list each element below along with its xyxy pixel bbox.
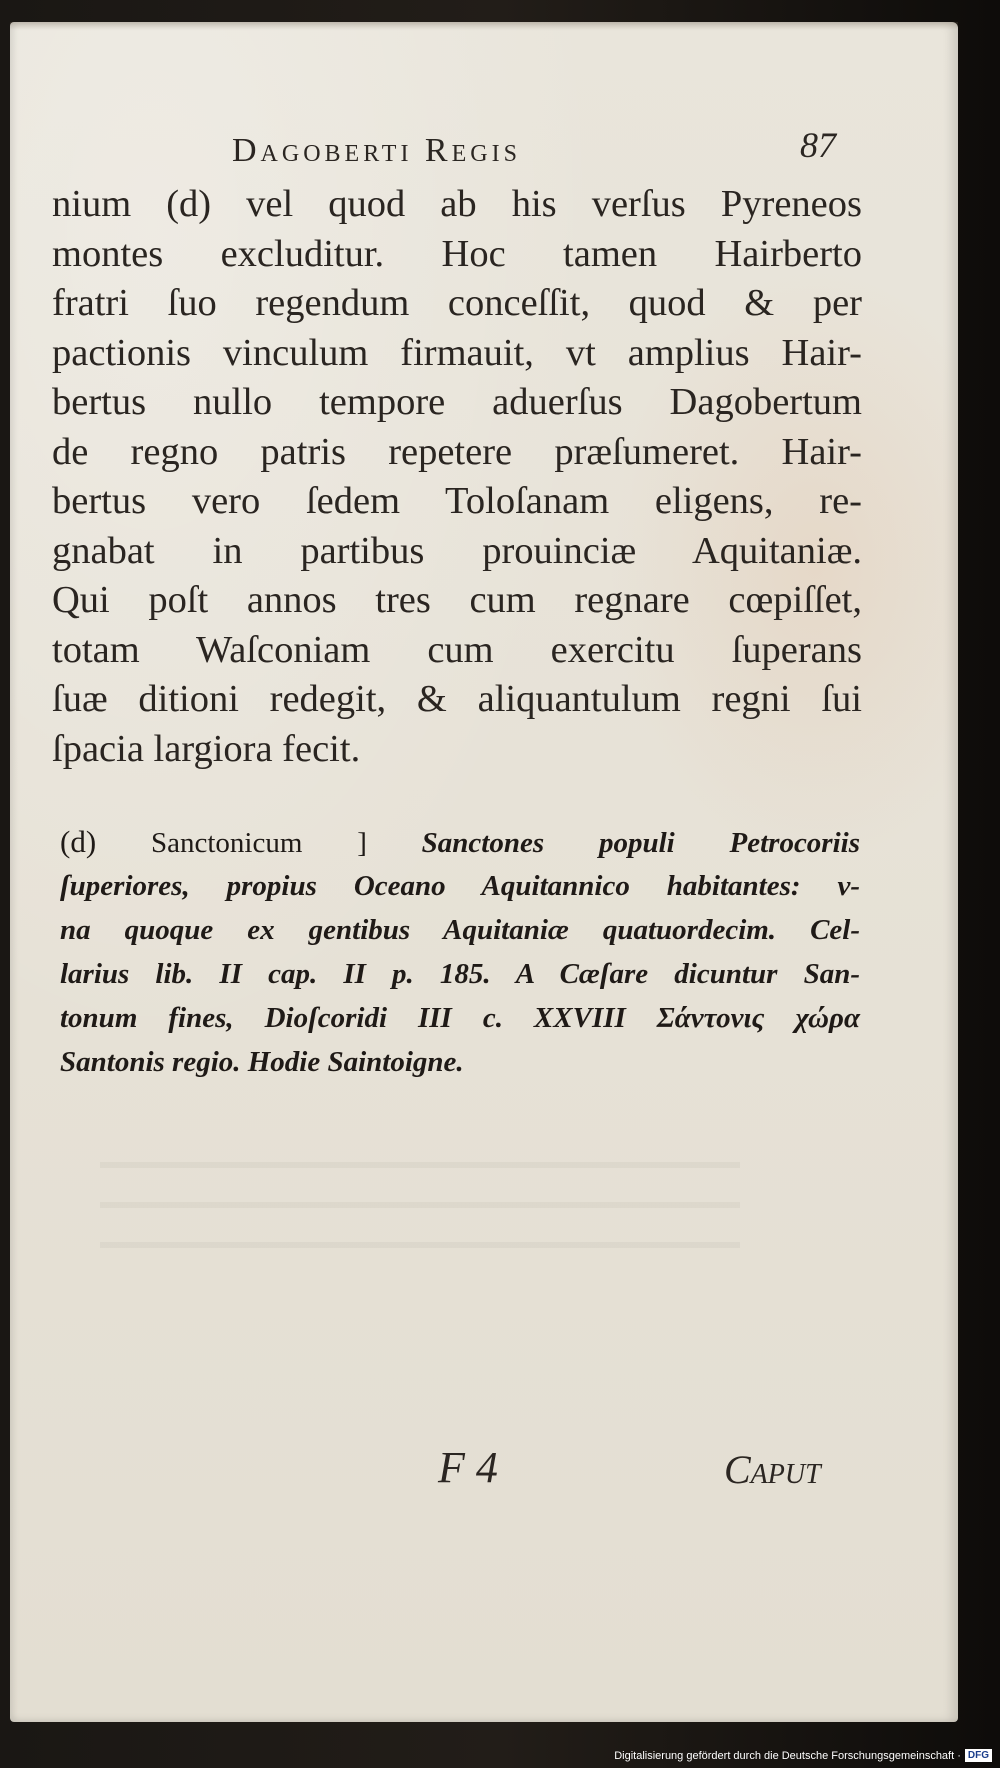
- text-line: montes excluditur. Hoc tamen Hairberto: [52, 232, 862, 275]
- digitization-credit: [614, 1749, 992, 1762]
- text-line: bertus nullo tempore aduerſus Dagobertum: [52, 381, 862, 423]
- page-edge-shadow: [10, 22, 958, 30]
- footnote-line: tonum fines, Dioſcoridi III c. XXVIII Σάντονις χώρα: [60, 1002, 860, 1034]
- main-text-block: [52, 180, 862, 774]
- text-line: de regno patris repetere præſumeret. Hair-: [52, 430, 862, 473]
- text-line: Qui poſt annos tres cum regnare cœpiſſet,: [52, 579, 862, 621]
- footnote-line: larius lib. II cap. II p. 185. A Cæſare dicuntur San-: [60, 958, 860, 990]
- book-page: [10, 22, 958, 1722]
- text-line: totam Waſconiam cum exercitu ſuperans: [52, 628, 862, 671]
- text-line: ſpacia largiora fecit.: [52, 727, 361, 770]
- footnote-line: ſuperiores, propius Oceano Aquitannico habitantes: v-: [60, 870, 860, 902]
- footnote-marker: (d): [60, 824, 97, 859]
- footnote: [60, 820, 860, 1084]
- footnote-line: Santonis regio. Hodie Saintoigne.: [60, 1046, 464, 1078]
- signature-mark: F 4: [438, 1443, 498, 1492]
- text-line: pactionis vinculum firmauit, vt amplius Hair-: [52, 331, 862, 374]
- footnote-lemma: Sanctonicum ]: [150, 827, 367, 859]
- credit-text: Digitalisierung gefördert durch die Deutsche Forschungsgemeinschaft ·: [614, 1749, 961, 1762]
- text-line: ſuæ ditioni redegit, & aliquantulum regni ſui: [52, 678, 862, 720]
- running-title: Dagoberti Regis: [232, 132, 521, 169]
- text-line: gnabat in partibus prouinciæ Aquitaniæ.: [52, 529, 862, 572]
- page-header: [220, 114, 860, 174]
- footnote-line: [60, 820, 860, 864]
- text-line: bertus vero ſedem Toloſanam eligens, re-: [52, 480, 862, 522]
- catchword: Caput: [724, 1447, 821, 1492]
- text-line: fratri ſuo regendum conceſſit, quod & per: [52, 282, 862, 324]
- footnote-text: Sanctones populi Petrocoriis: [421, 827, 860, 859]
- footnote-line: na quoque ex gentibus Aquitaniæ quatuordecim. Cel-: [60, 914, 860, 946]
- dfg-logo: DFG: [965, 1749, 992, 1762]
- show-through-text: [100, 1162, 740, 1272]
- text-line: nium (d) vel quod ab his verſus Pyreneos: [52, 183, 862, 225]
- page-number: 87: [800, 125, 836, 165]
